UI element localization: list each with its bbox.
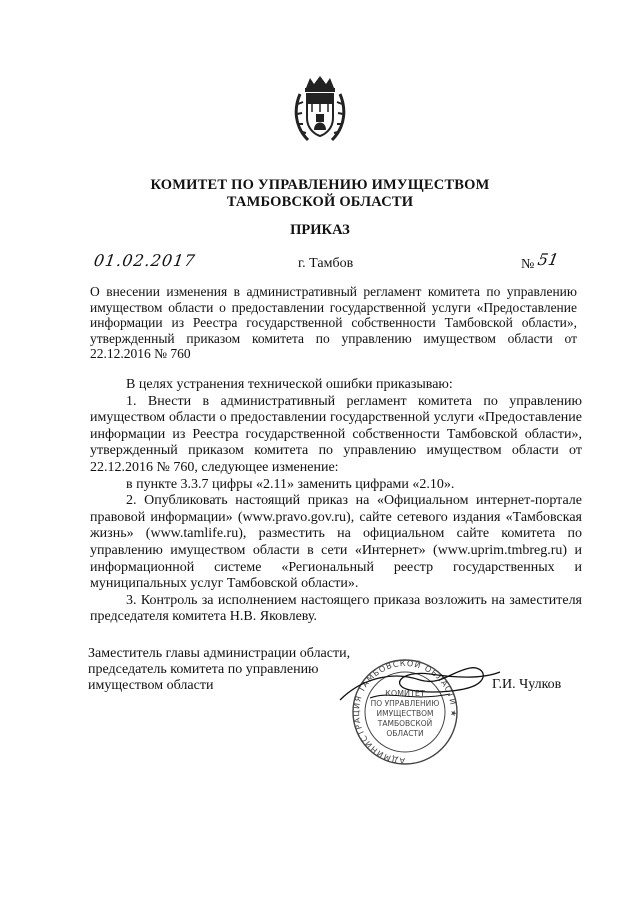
signatory-position-line3: имуществом области xyxy=(88,678,214,693)
number-label: № xyxy=(521,257,535,272)
intro-paragraph: В целях устранения технической ошибки приказываю: xyxy=(126,377,453,392)
svg-text:ИМУЩЕСТВОМ: ИМУЩЕСТВОМ xyxy=(376,709,434,718)
handwritten-signature xyxy=(330,650,510,720)
svg-text:ТАМБОВСКОЙ: ТАМБОВСКОЙ xyxy=(377,719,433,728)
item-1-paragraph: 1. Внести в административный регламент комитета по управлению имуществом области о предоставлении государственной услуги «Предоставление информации из Реестра государственной собственности Тамбовской области», утвержденный приказом комитета по управлению имуществом области от 22.12.2016 № 760, следующее изменение: xyxy=(90,393,582,475)
item-2-paragraph: 2. Опубликовать настоящий приказ на «Официальном интернет-портале правовой информации» (www.pravo.gov.ru), сайте сетевого издания «Тамбовская жизнь» (www.tamlife.ru), разместить на официальном сайте комитета по управлению имуществом области в сети «Интернет» (www.uprim.tmbreg.ru) и информационной системе «Региональный реестр государственных и муниципальных услуг Тамбовской области». xyxy=(90,493,582,592)
document-type-title: ПРИКАЗ xyxy=(290,222,350,238)
svg-text:ОБЛАСТИ: ОБЛАСТИ xyxy=(386,729,424,738)
item-3-paragraph: 3. Контроль за исполнением настоящего приказа возложить на заместителя председателя комитета Н.В. Яковлеву. xyxy=(90,592,582,625)
order-subject: О внесении изменения в административный регламент комитета по управлению имуществом области о предоставлении государственной услуги «Предоставление информации из Реестра государственной собственности Тамбовской области», утвержденный приказом комитета по управлению имуществом области от 22.12.2016 № 760 xyxy=(90,284,577,361)
signatory-position-line2: председатель комитета по управлению xyxy=(88,662,319,677)
svg-text:КОМИТЕТ: КОМИТЕТ xyxy=(385,689,425,698)
svg-text:ПО УПРАВЛЕНИЮ: ПО УПРАВЛЕНИЮ xyxy=(370,699,440,708)
organization-name-line1: КОМИТЕТ ПО УПРАВЛЕНИЮ ИМУЩЕСТВОМ xyxy=(150,177,490,193)
order-body xyxy=(90,377,582,626)
organization-name-line2: ТАМБОВСКОЙ ОБЛАСТИ xyxy=(226,194,414,210)
handwritten-order-number: 51 xyxy=(536,250,561,269)
coat-of-arms-emblem xyxy=(292,74,348,146)
item-1-sub-paragraph: в пункте 3.3.7 цифры «2.11» заменить цифрами «2.10». xyxy=(126,476,455,492)
svg-text:АДМИНИСТРАЦИЯ ТАМБОВСКОЙ ОБЛАС: АДМИНИСТРАЦИЯ ТАМБОВСКОЙ ОБЛАСТИ ★ xyxy=(351,658,459,766)
signatory-position-line1: Заместитель главы администрации области, xyxy=(88,646,351,661)
city-name: г. Тамбов xyxy=(298,256,354,271)
signatory-name: Г.И. Чулков xyxy=(492,677,562,692)
handwritten-date: 01.02.2017 xyxy=(92,251,197,270)
